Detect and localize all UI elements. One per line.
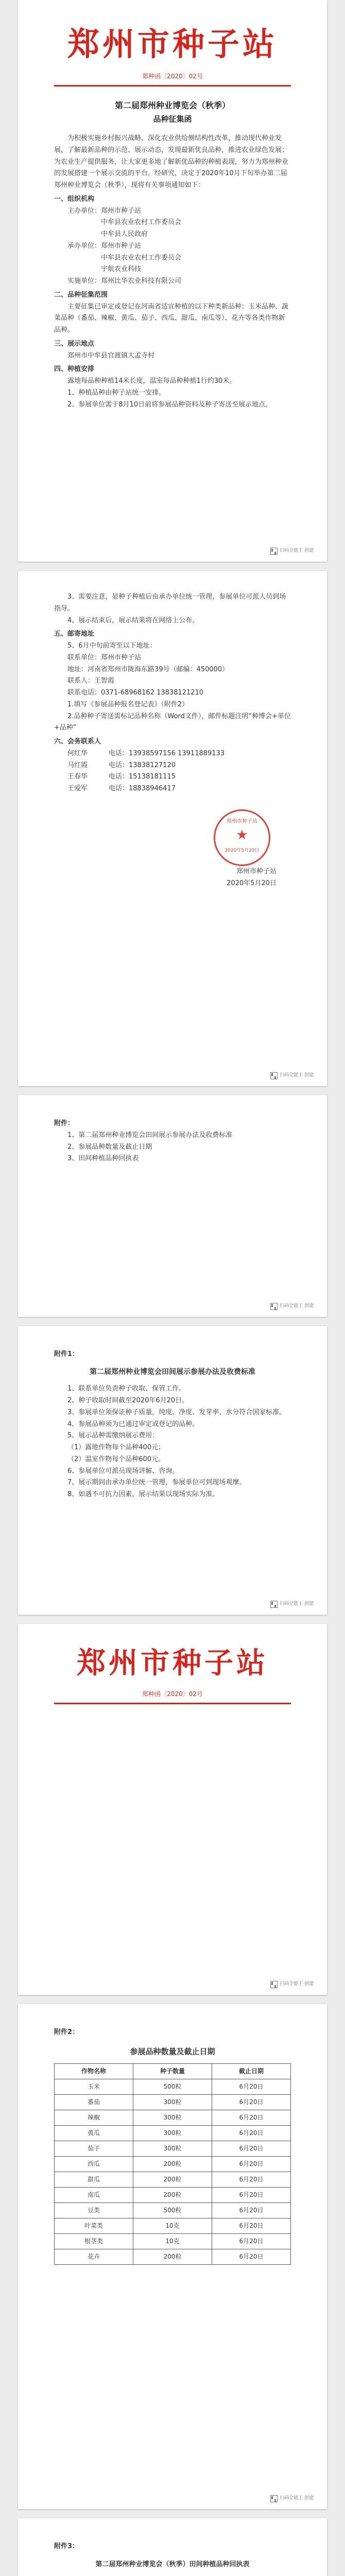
page-4 — [18, 1326, 327, 1615]
section-line: 郑州市中牟县官渡镇大孟寺村 — [67, 351, 155, 360]
scanner-watermark-label: 扫码全能王 创建 — [280, 1601, 314, 1607]
table-row — [55, 2249, 291, 2265]
contact-name: 何红华 — [67, 749, 88, 757]
table-cell: 300粒 — [133, 2110, 212, 2126]
table-row — [55, 2141, 291, 2157]
table-cell: 10克 — [133, 2218, 212, 2234]
annex-label: 附件3： — [54, 2543, 79, 2550]
table-cell: 玉米 — [55, 2079, 133, 2095]
column-header: 截止日期 — [212, 2064, 291, 2079]
letter-title: 第二届郑州种业博览会（秋季） — [114, 100, 230, 111]
page-3 — [18, 1095, 327, 1317]
annex-title: 参展品种数量及截止日期 — [130, 2046, 215, 2056]
scanner-watermark — [270, 2495, 314, 2503]
scanner-watermark — [270, 1072, 314, 1080]
table-cell: 10克 — [133, 2234, 212, 2249]
official-seal — [214, 809, 270, 866]
section-line: 5、6月中旬前寄至以下地址： — [67, 642, 157, 650]
table-cell: 6月20日 — [212, 2110, 291, 2126]
letter-subtitle: 品种征集函 — [153, 114, 192, 124]
section-heading: 二、品种征集范围 — [54, 291, 108, 299]
contact-phone: 电话：13938597156 13911889133 — [109, 749, 225, 757]
contact-row — [54, 748, 291, 760]
table-cell: 6月20日 — [212, 2249, 291, 2265]
section-line: 3、需要注意，显种子种植后由承办单位统一管理，参展单位可派人员到场指导。 — [54, 593, 286, 613]
scanner-watermark — [270, 1600, 314, 1608]
table-cell: 6月20日 — [212, 2218, 291, 2234]
spacer — [54, 795, 291, 807]
section-heading: 四、种植安排 — [54, 365, 95, 374]
contact-name: 王爱军 — [67, 785, 88, 792]
annex-label: 附件1： — [54, 1350, 79, 1358]
document-number: 郑种函〔2020〕02号 — [142, 73, 203, 80]
table-cell: 叶菜类 — [55, 2218, 133, 2234]
section-line: 4、展示结束后，展示结果将在网络上公布。 — [67, 616, 199, 624]
table-cell: 6月20日 — [212, 2157, 291, 2172]
section-line: 中牟县人民政府 — [101, 230, 148, 239]
section-line: 中牟县农业农村工作委员会 — [101, 218, 182, 227]
table-cell: 6月20日 — [212, 2203, 291, 2218]
scanner-watermark — [270, 1980, 314, 1989]
table-cell: 南瓜 — [55, 2188, 133, 2203]
table-cell: 500粒 — [133, 2079, 212, 2095]
table-cell: 6月20日 — [212, 2095, 291, 2110]
section-line: 1、种植品种由种子站统一安排。 — [67, 388, 166, 397]
table-cell: 6月20日 — [212, 2172, 291, 2188]
attachments-heading: 附件： — [54, 1120, 75, 1127]
section-line: 2、参展单位需于8月10日前将参展品种资料及种子寄送至展示地点。 — [67, 400, 272, 409]
contact-row — [54, 783, 291, 795]
contact-phone: 电话：15138181115 — [109, 773, 176, 781]
table-cell: 6月20日 — [212, 2234, 291, 2249]
table-cell: 300粒 — [133, 2126, 212, 2141]
attachment-item: 3、田间种植品种回执表 — [67, 1155, 139, 1163]
page-6 — [18, 2004, 327, 2509]
table-cell: 200粒 — [133, 2172, 212, 2188]
section-line: 2.品种种子寄送需标记品种名称（Word文件），邮件标题注明“种博会+单位+品种” — [54, 712, 291, 732]
qr-code-icon — [270, 548, 278, 555]
table-row — [55, 2126, 291, 2141]
red-header-org-name: 郑州市种子站 — [67, 25, 278, 63]
signature-date: 2020年5月20日 — [227, 879, 277, 887]
section-line: 联系人：王智霞 — [67, 677, 115, 685]
table-cell: 500粒 — [133, 2203, 212, 2218]
annex-item: （1）露地作物每个品种400元； — [67, 1444, 165, 1451]
section-line: 地址：河南省郑州市陇海东路39号（邮编：450000） — [67, 665, 229, 673]
section-line: 联系单位：郑州市种子站 — [67, 653, 142, 662]
document-number: 郑种函〔2020〕02号 — [142, 1690, 203, 1698]
qr-code-icon — [270, 1072, 278, 1079]
section-line: 实施单位：郑州比华农业科技有限公司 — [67, 277, 182, 285]
section-heading: 三、展示地点 — [54, 340, 95, 348]
section-heading: 一、组织机构 — [54, 195, 95, 203]
seal-text: 郑州市种子站 — [227, 818, 257, 824]
scanner-watermark-label: 扫码全能王 创建 — [280, 548, 314, 554]
section-line: 宇航农业科技 — [101, 265, 142, 274]
page-7 — [18, 2518, 327, 2576]
table-row — [55, 2095, 291, 2110]
table-row — [55, 2172, 291, 2188]
contact-row — [54, 771, 291, 783]
annex-item: 5、展示品种需缴纳展示费用： — [67, 1432, 159, 1440]
table-cell: 花卉 — [55, 2249, 133, 2265]
table-header-row — [55, 2064, 291, 2079]
section-heading: 六、会务联系人 — [54, 738, 101, 745]
qr-code-icon — [270, 1981, 278, 1988]
table-cell: 200粒 — [133, 2188, 212, 2203]
table-cell: 黄瓜 — [55, 2126, 133, 2141]
qr-code-icon — [270, 1303, 278, 1310]
column-header: 种子数量 — [133, 2064, 212, 2079]
column-header: 作物名称 — [55, 2064, 133, 2079]
page-1 — [18, 0, 327, 562]
table-row — [55, 2218, 291, 2234]
table-cell: 辣椒 — [55, 2110, 133, 2126]
qr-code-icon — [270, 2495, 278, 2502]
table-cell: 6月20日 — [212, 2141, 291, 2157]
table-cell: 茄子 — [55, 2141, 133, 2157]
table-cell: 6月20日 — [212, 2188, 291, 2203]
red-divider — [54, 1703, 291, 1704]
page-5 — [18, 1624, 327, 1995]
red-header-org-name: 郑州市种子站 — [77, 1646, 268, 1680]
table-row — [55, 2203, 291, 2218]
section-line: 联系电话：0371-68968162 13838121210 — [67, 689, 204, 697]
table-row — [55, 2157, 291, 2172]
attachment-item: 2、参展品种数量及截止日期 — [67, 1143, 152, 1151]
scanner-watermark-label: 扫码全能王 创建 — [280, 1303, 314, 1309]
contact-row — [54, 760, 291, 772]
annex-item: 1、联系单位负责种子收取、保管工作。 — [67, 1385, 186, 1393]
table-cell: 豆类 — [55, 2203, 133, 2218]
contact-name: 马红霞 — [67, 761, 88, 769]
table-row — [55, 2234, 291, 2249]
annex-item: 3、参展单位须保证种子质量，纯度、净度、发芽率、水分符合国家标准。 — [67, 1408, 286, 1416]
annex-item: （2）温室作物每个品种600元。 — [67, 1455, 165, 1463]
section-line: 主要征集已审定或登记在河南省适宜种植的以下种类新品种：玉米品种、蔬菜品种（番茄、辣椒、黄瓜、茄子、西瓜、甜瓜、南瓜等）、花卉等各类作物新品种。 — [54, 302, 289, 334]
red-divider — [54, 85, 291, 87]
qr-code-icon — [270, 1601, 278, 1608]
annex-title: 第二届郑州种业博览会田间展示参展办法及收费标准 — [90, 1367, 255, 1376]
section-line: 主办单位：郑州市种子站 — [67, 207, 142, 215]
section-line: 中牟县农业农村工作委员会 — [101, 253, 182, 262]
annex-title: 第二届郑州种业博览会（秋季）田间种植品种回执表 — [95, 2560, 250, 2568]
section-line: 1.填写《参展品种报名登记表》（附件2） — [67, 700, 189, 708]
attachment-item: 1、第二届郑州种业博览会田间展示参展办法及收费标准 — [67, 1131, 233, 1139]
annex-item: 4、参展品种须为已通过审定或登记的品种。 — [67, 1420, 199, 1428]
section-line: 露地每品种种植14米长度，温室每品种种植1行约30米。 — [67, 377, 236, 385]
table-row — [55, 2079, 291, 2095]
annex-item: 6、参展单位可派员现场讲解、咨询。 — [67, 1467, 179, 1475]
scanner-watermark — [270, 1302, 314, 1311]
annex-item: 7、展示期间由承办单位统一管理，参展单位可到现场观摩。 — [67, 1479, 246, 1487]
page-2 — [18, 571, 327, 1086]
table-cell: 根茎类 — [55, 2234, 133, 2249]
signature: 郑州市种子站 — [236, 867, 277, 875]
scanner-watermark-label: 扫码全能王 创建 — [280, 1073, 314, 1078]
varieties-table — [54, 2063, 291, 2265]
contact-phone: 电话：13838127120 — [109, 761, 176, 769]
contact-name: 王春华 — [67, 773, 88, 781]
seal-date: 2020年5月20日 — [225, 848, 260, 853]
scanner-watermark — [270, 547, 314, 555]
contact-phone: 电话：18838946417 — [109, 785, 176, 792]
table-cell: 300粒 — [133, 2141, 212, 2157]
scanner-watermark-label: 扫码全能王 创建 — [280, 2496, 314, 2501]
table-cell: 300粒 — [133, 2095, 212, 2110]
table-row — [55, 2110, 291, 2126]
table-cell: 6月20日 — [212, 2126, 291, 2141]
scanner-watermark-label: 扫码全能王 创建 — [280, 1981, 314, 1987]
annex-item: 2、种子收取时间截至2020年6月20日。 — [67, 1397, 189, 1404]
table-body — [55, 2079, 291, 2265]
table-cell: 西瓜 — [55, 2157, 133, 2172]
table-cell: 200粒 — [133, 2157, 212, 2172]
section-heading: 五、邮寄地址 — [54, 630, 95, 638]
table-row — [55, 2188, 291, 2203]
table-cell: 200粒 — [133, 2249, 212, 2265]
table-cell: 甜瓜 — [55, 2172, 133, 2188]
seal-star-icon: ★ — [236, 827, 248, 843]
section-line: 承办单位：郑州市种子站 — [67, 242, 142, 250]
table-cell: 番茄 — [55, 2095, 133, 2110]
letter-intro: 为积极实施乡村振兴战略，深化农业供给侧结构性改革，推动现代种业发展，了解最新品种的示范、展示动态，发现最新优良品种，推进农业绿色发展；为农业生产提供服务，让大家更多地了解新优品种的种植表现，努力为郑州种业的发展搭建一个展示交流的平台。经研究，决定于2020年10月下旬举办第二届郑州种业博览会（秋季），现将有关事项通知如下： — [54, 134, 289, 190]
annex-label: 附件2： — [54, 2028, 79, 2036]
annex-item: 8、如遇不可抗力因素，展示结果以现场实际为准。 — [67, 1490, 219, 1498]
table-cell: 6月20日 — [212, 2079, 291, 2095]
